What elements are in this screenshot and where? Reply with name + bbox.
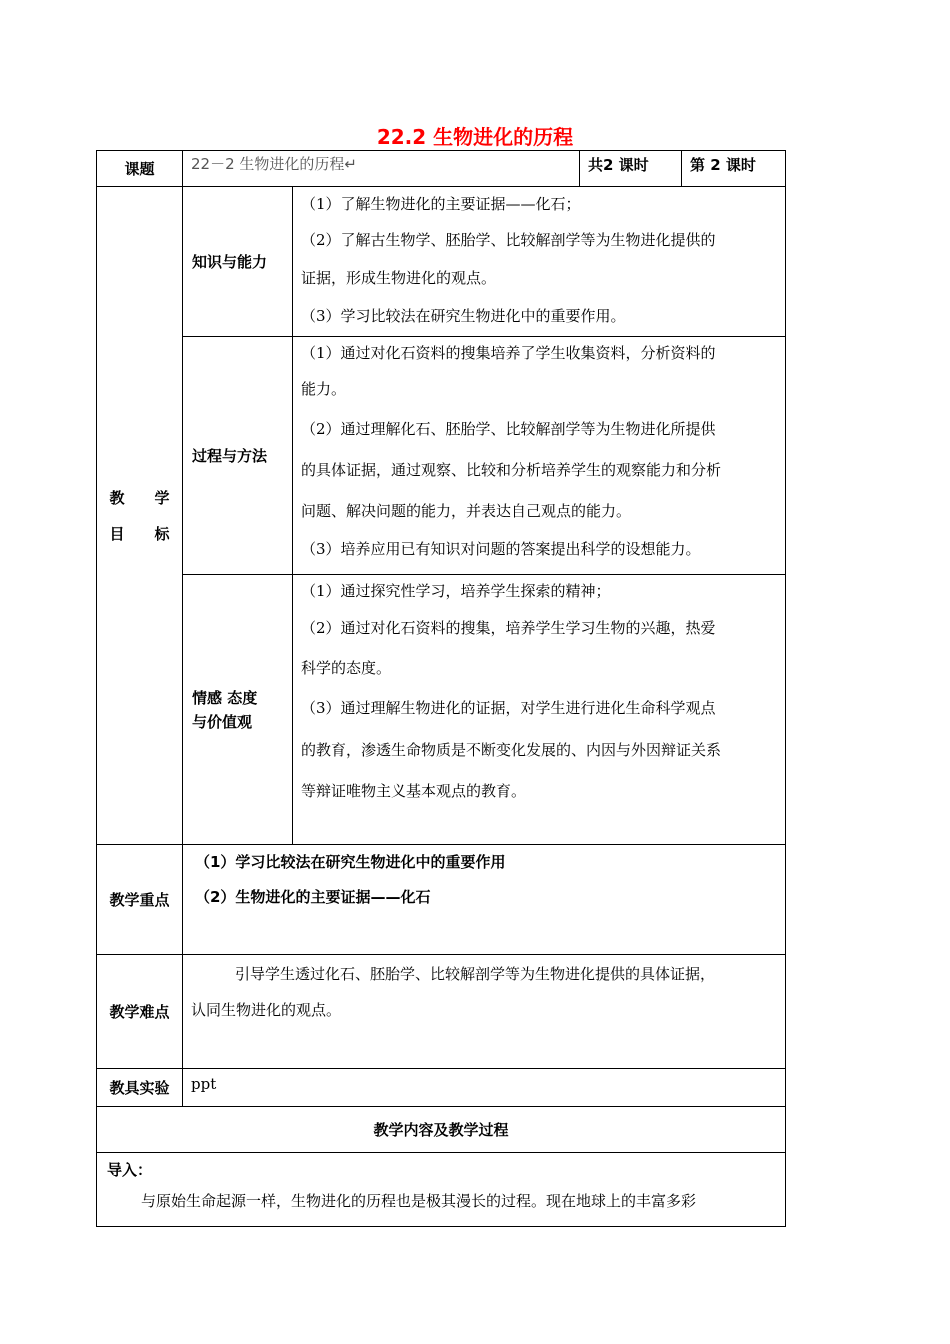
key-points-body [183, 845, 786, 955]
text-line: （3）培养应用已有知识对问题的答案提出科学的设想能力。 [301, 540, 701, 558]
text-line: （2）通过理解化石、胚胎学、比较解剖学等为生物进化所提供 [301, 420, 716, 438]
process-heading-row [97, 1107, 786, 1153]
topic-label: 课题 [97, 151, 183, 187]
objectives-label-line2: 目 标 [109, 524, 170, 543]
key-points-label: 教学重点 [97, 845, 183, 955]
objective-row-process [97, 337, 786, 575]
objective-row-attitude [97, 575, 786, 845]
current-period: 第 2 课时 [682, 151, 786, 187]
text-line: （3）学习比较法在研究生物进化中的重要作用。 [301, 307, 626, 325]
section-body-knowledge [293, 187, 786, 337]
text-line: 问题、解决问题的能力，并表达自己观点的能力。 [301, 502, 632, 520]
text-line: 等辩证唯物主义基本观点的教育。 [301, 782, 527, 800]
process-heading: 教学内容及教学过程 [97, 1107, 786, 1153]
process-body-row [97, 1153, 786, 1227]
header-row [97, 151, 786, 187]
key-point-line: （1）学习比较法在研究生物进化中的重要作用 [195, 853, 506, 871]
text-line: （1）通过对化石资料的搜集培养了学生收集资料，分析资料的 [301, 344, 716, 362]
equipment-row [97, 1069, 786, 1107]
text-line: （2）了解古生物学、胚胎学、比较解剖学等为生物进化提供的 [301, 231, 716, 249]
process-body [97, 1153, 786, 1227]
text-line: 能力。 [301, 380, 347, 398]
page-title: 22.2 生物进化的历程 [376, 125, 574, 149]
difficulties-row [97, 955, 786, 1069]
text-line: 的教育，渗透生命物质是不断变化发展的、内因与外因辩证关系 [301, 741, 722, 759]
text-line: 证据，形成生物进化的观点。 [301, 269, 497, 287]
section-name-knowledge: 知识与能力 [183, 187, 293, 337]
objectives-label [97, 187, 183, 845]
difficulty-line: 引导学生透过化石、胚胎学、比较解剖学等为生物进化提供的具体证据， [235, 965, 716, 983]
text-line: （1）通过探究性学习，培养学生探索的精神； [301, 582, 611, 600]
section-body-process [293, 337, 786, 575]
section-name-line1: 情感 态度 [192, 688, 258, 707]
difficulty-line: 认同生物进化的观点。 [191, 1001, 342, 1019]
equipment-label: 教具实验 [97, 1069, 183, 1107]
topic-value: 22－2 生物进化的历程↵ [183, 151, 580, 187]
objectives-label-line1: 教 学 [109, 488, 170, 507]
text-line: （1）了解生物进化的主要证据——化石； [301, 195, 581, 213]
section-name-attitude [183, 575, 293, 845]
total-periods: 共2 课时 [580, 151, 682, 187]
lesson-plan-table [96, 150, 786, 1227]
difficulties-body [183, 955, 786, 1069]
section-body-attitude [293, 575, 786, 845]
equipment-value: ppt [183, 1069, 786, 1107]
section-name-process: 过程与方法 [183, 337, 293, 575]
text-line: 的具体证据，通过观察、比较和分析培养学生的观察能力和分析 [301, 461, 722, 479]
text-line: （2）通过对化石资料的搜集，培养学生学习生物的兴趣，热爱 [301, 619, 716, 637]
difficulties-label: 教学难点 [97, 955, 183, 1069]
key-point-line: （2）生物进化的主要证据——化石 [195, 888, 431, 906]
text-line: 科学的态度。 [301, 659, 392, 677]
intro-text: 与原始生命起源一样，生物进化的历程也是极其漫长的过程。现在地球上的丰富多彩 [141, 1192, 697, 1210]
text-line: （3）通过理解生物进化的证据，对学生进行进化生命科学观点 [301, 699, 716, 717]
intro-label: 导入： [107, 1161, 153, 1179]
key-points-row [97, 845, 786, 955]
section-name-line2: 与价值观 [192, 712, 253, 731]
objective-row-knowledge [97, 187, 786, 337]
